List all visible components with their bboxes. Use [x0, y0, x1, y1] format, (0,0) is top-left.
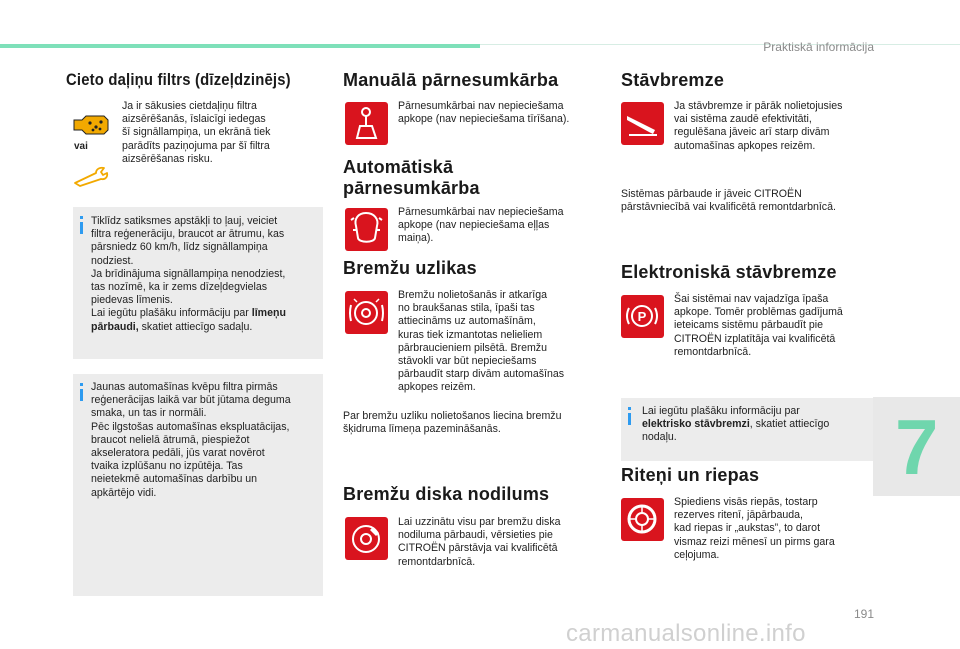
automatic-gearbox-text: Pārnesumkārbai nav nepieciešama apkope (nav nepieciešama eļļas maiņa).: [398, 206, 564, 245]
tyre-icon: [621, 498, 664, 541]
regeneration-text: Tiklīdz satiksmes apstākļi to ļauj, veiciet filtra reģenerāciju, braucot ar ātrumu, kas pārsniedz 60 km/h, līdz signāllampiņa nodziest. Ja brīdinājuma signāllampiņa nenodziest, tas nozīmē, ka ir zems dīzeļdegvielas piedevas līmenis. Lai iegūtu plašāku informāciju par līmeņu pārbaudi, skatiet attiecīgo sadaļu.: [91, 215, 286, 333]
watermark: carmanualsonline.info: [566, 620, 806, 647]
parking-brake-text: Ja stāvbremze ir pārāk nolietojusies vai sistēma zaudē efektivitāti, regulēšana jāveic arī starp divām automašīnas apkopes reizēm.: [674, 100, 843, 152]
section-title-particle-filter: Cieto daļiņu filtrs (dīzeļdzinējs): [66, 71, 291, 89]
brake-disc-icon: [345, 517, 388, 560]
manual-gearbox-icon: [345, 102, 388, 145]
header-accent-bar: [0, 44, 480, 48]
running-title: Praktiskā informācija: [763, 40, 874, 54]
section-title-tyres: Riteņi un riepas: [621, 465, 760, 485]
chapter-number: 7: [895, 403, 939, 491]
diesel-filter-icon: [70, 112, 112, 143]
section-title-manual-gearbox: Manuālā pārnesumkārba: [343, 70, 559, 90]
info-icon: [80, 383, 83, 386]
page-number: 191: [853, 607, 874, 621]
parking-brake-icon: [621, 102, 664, 145]
info-icon: [628, 407, 631, 410]
electric-parking-brake-info-text: Lai iegūtu plašāku informāciju par elektrisko stāvbremzi, skatiet attiecīgo nodaļu.: [642, 405, 830, 444]
section-title-automatic-gearbox: Automātiskā pārnesumkārba: [343, 157, 480, 198]
brake-pads-text: Bremžu nolietošanās ir atkarīga no braukšanas stila, īpaši tas attiecināms uz automašīnām, kuras tiek izmantotas nelieliem pārbraucieniem pilsētā. Bremžu stāvokli var būt nepieciešams pārbaudīt starp divām automašīnas apkopes reizēm.: [398, 289, 565, 394]
header-rule: [480, 44, 960, 45]
svg-text:P: P: [637, 309, 647, 324]
section-title-brake-pads: Bremžu uzlikas: [343, 258, 477, 278]
wrench-icon: [72, 165, 112, 192]
automatic-gearbox-icon: [345, 208, 388, 251]
tyres-text: Spiediens visās riepās, tostarp rezerves ritenī, jāpārbauda, kad riepas ir „aukstas”, to darot vismaz reizi mēnesī un pirms gara ceļojuma.: [674, 496, 835, 561]
parking-brake-note: Sistēmas pārbaude ir jāveic CITROËN pārstāvniecībā vai kvalificētā remontdarbnīcā.: [621, 188, 836, 214]
brake-pads-icon: [345, 291, 388, 334]
brake-pads-note: Par bremžu uzliku nolietošanos liecina bremžu šķidruma līmeņa pazemināšanās.: [343, 410, 562, 436]
electric-parking-brake-icon: [621, 295, 664, 338]
section-title-brake-disc: Bremžu diska nodilums: [343, 484, 550, 504]
filter-warning-text: Ja ir sākusies cietdaļiņu filtra aizsērēšanās, īslaicīgi iedegas šī signāllampiņa, un ekrānā tiek parādīts paziņojuma par šī filtra aizsērēšanas risku.: [122, 100, 271, 165]
brake-disc-text: Lai uzzinātu visu par bremžu diska nodiluma pārbaudi, vērsieties pie CITROËN pārstāvja vai kvalificētā remontdarbnīcā.: [398, 516, 561, 568]
new-vehicle-text: Jaunas automašīnas kvēpu filtra pirmās reģenerācijas laikā var būt jūtama deguma smaka, un tas ir normāli. Pēc ilgstošas automašīnas ekspluatācijas, braucot nelielā ātrumā, piespiežot akseleratora pedāli, jūs varat novērot tvaika izplūšanu no izpūtēja. Tas neietekmē automašīnas darbību un apkārtējo vidi.: [91, 381, 291, 499]
section-title-parking-brake: Stāvbremze: [621, 70, 725, 90]
info-icon: [80, 216, 83, 219]
or-label: vai: [74, 141, 88, 152]
manual-gearbox-text: Pārnesumkārbai nav nepieciešama apkope (nav nepieciešama tīrīšana).: [398, 100, 570, 126]
electric-parking-brake-text: Šai sistēmai nav vajadzīga īpaša apkope. Tomēr problēmas gadījumā ieteicams sistēmu pārbaudīt pie CITROËN izplatītāja vai kvalificētā remontdarbnīcā.: [674, 293, 843, 358]
section-title-electric-parking-brake: Elektroniskā stāvbremze: [621, 262, 837, 282]
